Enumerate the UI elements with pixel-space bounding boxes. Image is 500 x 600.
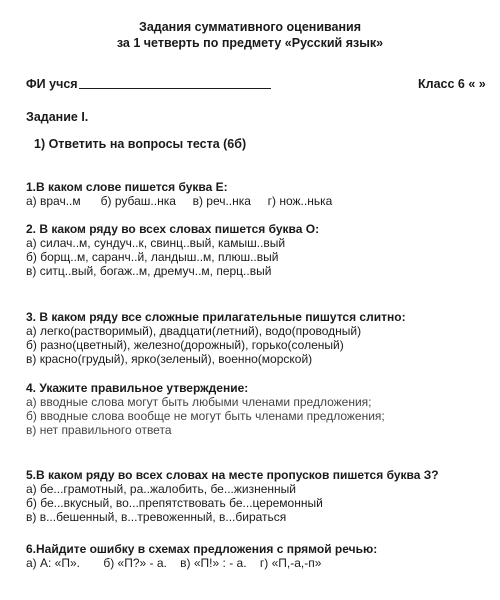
question-5-option-b: б) бе...вкусный, во...препятствовать бе...церемонный (26, 496, 323, 510)
question-4-text: 4. Укажите правильное утверждение: (26, 381, 249, 395)
question-2-option-c: в) ситц..вый, богаж..м, дремуч..м, перц..вый (26, 264, 272, 278)
question-2-option-b: б) борщ..м, саранч..й, ландыш..м, плюш..вый (26, 250, 279, 264)
question-3-text: 3. В каком ряду все сложные прилагательные пишутся слитно: (26, 310, 406, 324)
question-1-options: а) врач..м б) рубаш..нка в) реч..нка г) нож..нька (26, 194, 333, 208)
class-label: Класс 6 « » (418, 77, 486, 91)
question-6-text: 6.Найдите ошибку в схемах предложения с прямой речью: (26, 542, 378, 556)
question-4-option-b: б) вводные слова вообще не могут быть членами предложения; (26, 409, 385, 423)
question-5-option-a: а) бе...грамотный, ра..жалобить, бе...жизненный (26, 482, 296, 496)
question-5-option-c: в) в...бешенный, в...тревоженный, в...бираться (26, 510, 287, 524)
question-3 (26, 310, 406, 366)
question-2-option-a: а) силач..м, сундуч..к, свинц..вый, камыш..вый (26, 236, 286, 250)
question-4-option-a: а) вводные слова могут быть любыми членами предложения; (26, 395, 372, 409)
student-name-blank[interactable] (79, 77, 271, 89)
question-4 (26, 381, 385, 437)
question-2 (26, 222, 319, 278)
task-label: Задание I. (26, 110, 89, 124)
question-3-option-a: а) легко(растворимый), двадцати(летний), водо(проводный) (26, 324, 362, 338)
question-5-text: 5.В каком ряду во всех словах на месте пропусков пишется буква З? (26, 468, 439, 482)
question-2-text: 2. В каком ряду во всех словах пишется буква О: (26, 222, 320, 236)
question-4-option-c: в) нет правильного ответа (26, 423, 172, 437)
question-5 (26, 468, 439, 524)
question-1 (26, 180, 332, 208)
question-1-text: 1.В каком слове пишется буква Е: (26, 180, 228, 194)
document-title-line1: Задания суммативного оценивания (138, 20, 362, 34)
student-name-field[interactable] (26, 77, 271, 91)
task-subtitle: 1) Ответить на вопросы теста (6б) (34, 137, 247, 151)
question-6-options: а) А: «П». б) «П?» - а. в) «П!» : - а. г) «П,-а,-п» (26, 556, 322, 570)
document-title-line2: за 1 четверть по предмету «Русский язык» (116, 36, 384, 50)
question-3-option-b: б) разно(цветный), железно(дорожный), горько(соленый) (26, 338, 344, 352)
question-6 (26, 542, 377, 570)
student-name-label: ФИ учся (26, 77, 78, 91)
question-3-option-c: в) красно(грудый), ярко(зеленый), военно(морской) (26, 352, 313, 366)
